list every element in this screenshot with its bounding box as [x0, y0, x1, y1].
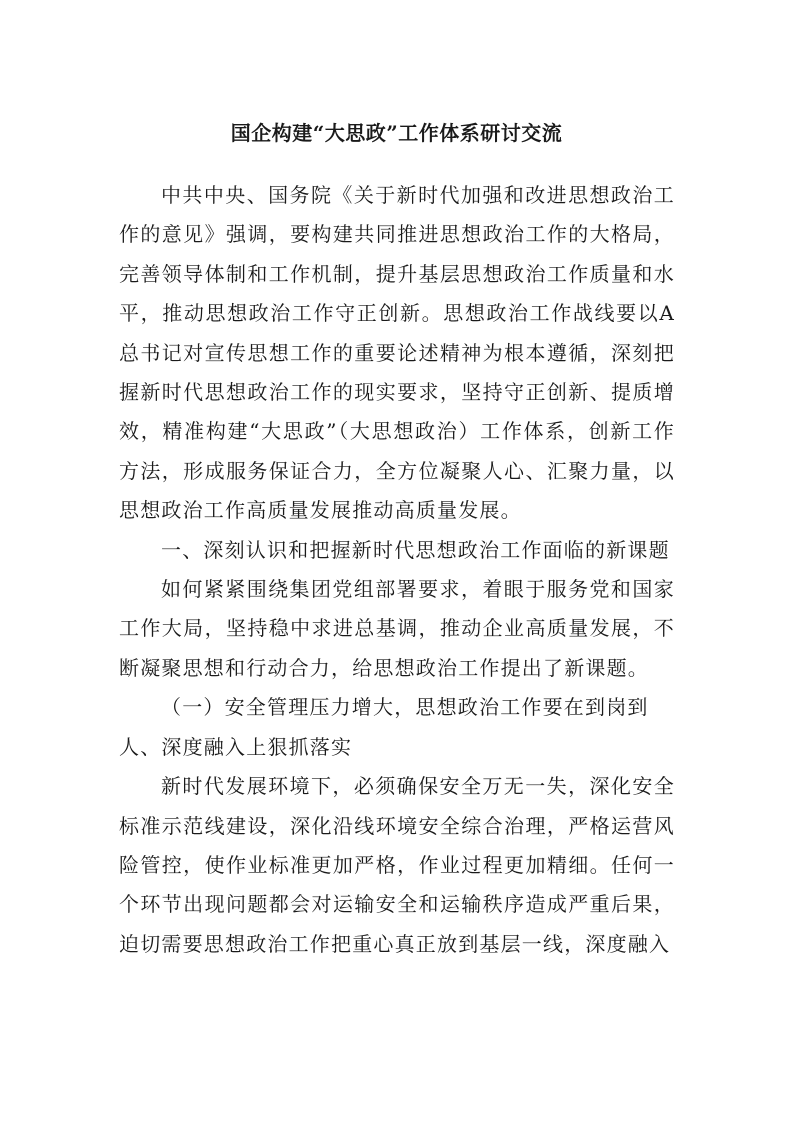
section-1-paragraph: 如何紧紧围绕集团党组部署要求，着眼于服务党和国家工作大局，坚持稳中求进总基调，推动企业高质量发展，不断凝聚思想和行动合力，给思想政治工作提出了新课题。 [119, 577, 675, 680]
document-title: 国企构建“大思政”工作体系研讨交流 [230, 121, 563, 145]
section-heading-1: 一、深刻认识和把握新时代思想政治工作面临的新课题 [161, 537, 670, 562]
subsection-1-paragraph: 新时代发展环境下，必须确保安全万无一失，深化安全标准示范线建设，深化沿线环境安全综合治理，严格运营风险管控，使作业标准更加严格，作业过程更加精细。任何一个环节出现问题都会对运输安全和运输秩序造成严重后果，迫切需要思想政治工作把重心真正放到基层一线，深度融入 [119, 774, 675, 956]
document-body [119, 176, 675, 964]
intro-paragraph: 中共中央、国务院《关于新时代加强和改进思想政治工作的意见》强调，要构建共同推进思想政治工作的大格局，完善领导体制和工作机制，提升基层思想政治工作质量和水平，推动思想政治工作守正创新。思想政治工作战线要以A总书记对宣传思想工作的重要论述精神为根本遵循，深刻把握新时代思想政治工作的现实要求，坚持守正创新、提质增效，精准构建“大思政”（大思想政治）工作体系，创新工作方法，形成服务保证合力，全方位凝聚人心、汇聚力量，以思想政治工作高质量发展推动高质量发展。 [119, 183, 675, 523]
subsection-heading-1: （一）安全管理压力增大，思想政治工作要在到岗到人、深度融入上狠抓落实 [119, 695, 649, 759]
